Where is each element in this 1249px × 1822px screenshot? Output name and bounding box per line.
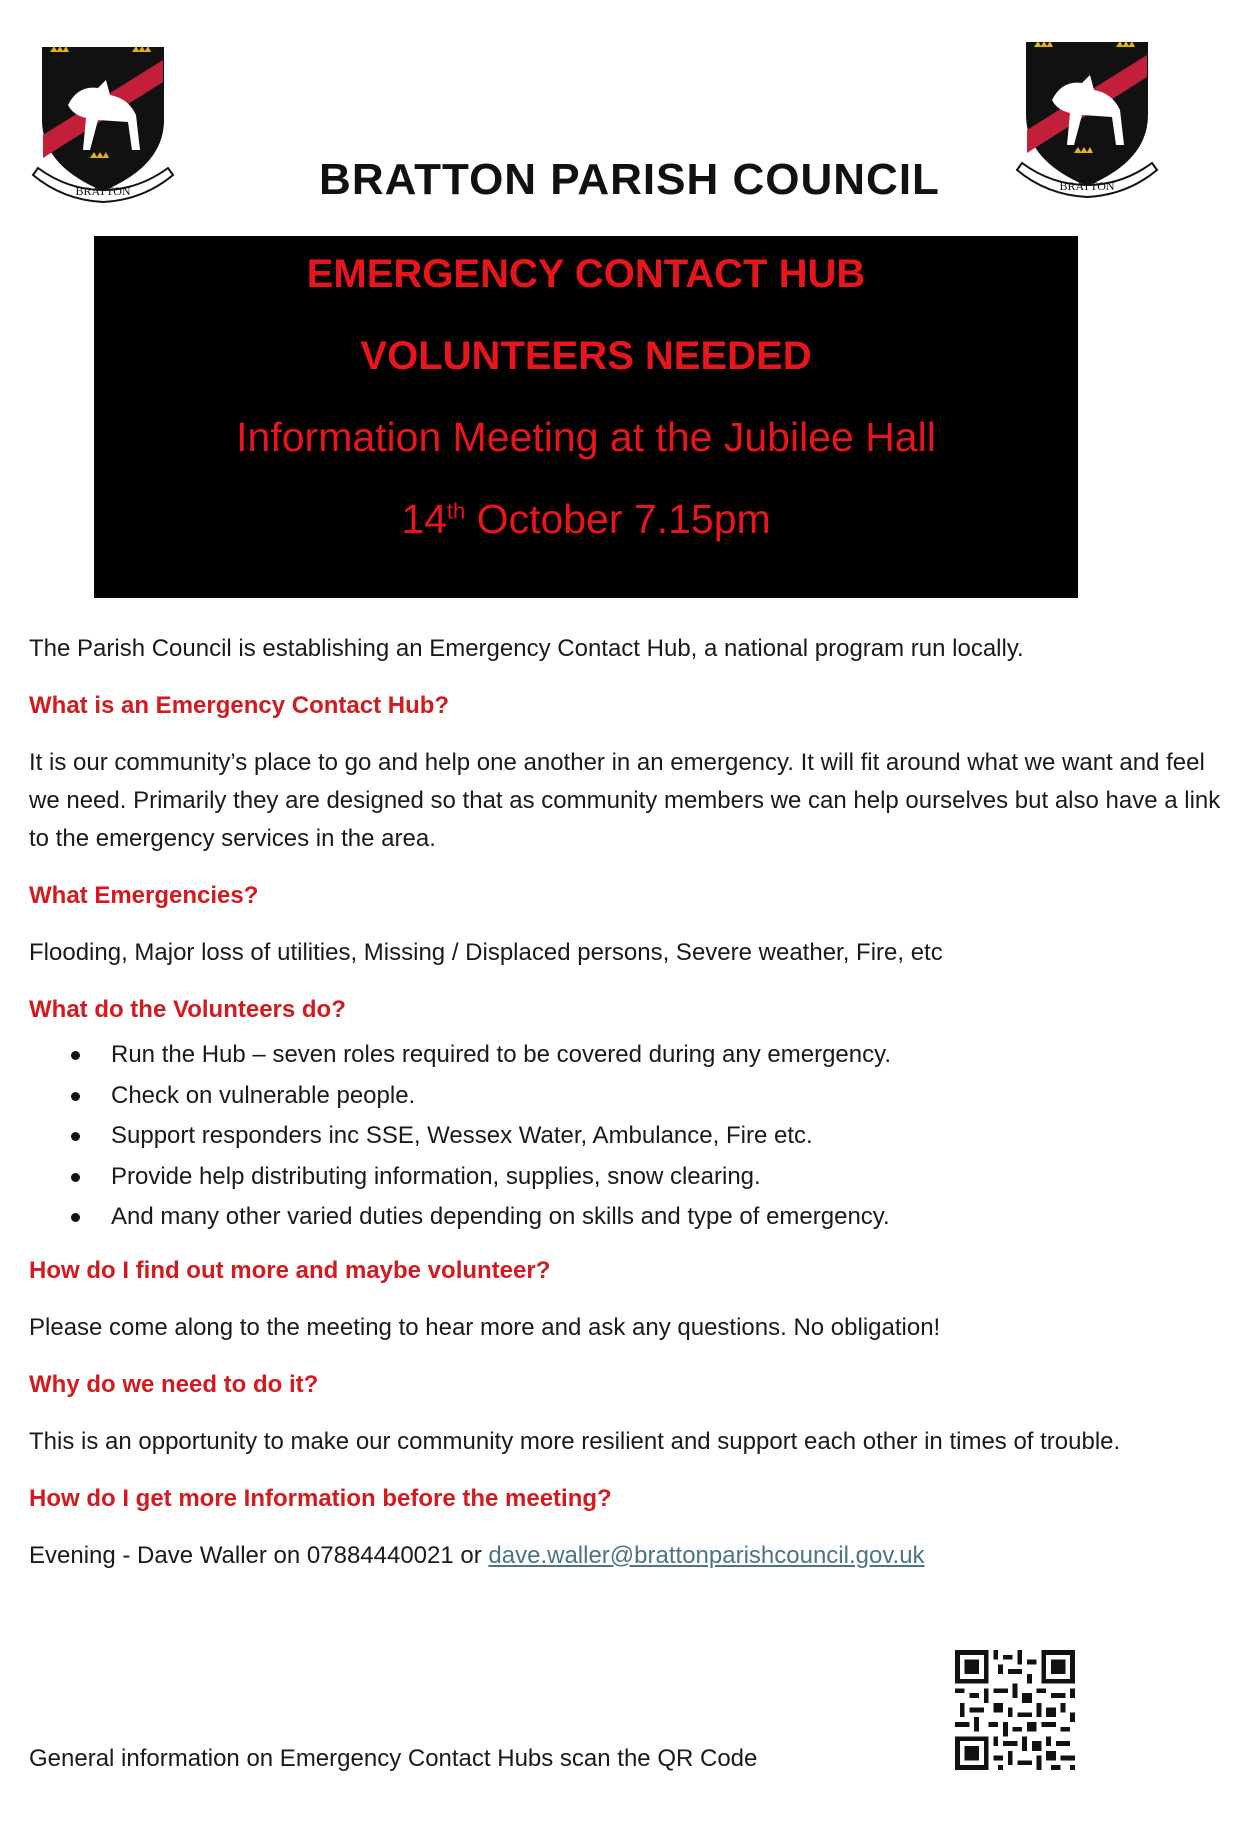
bullet-icon [71,1132,80,1141]
section-text-emergencies: Flooding, Major loss of utilities, Missing / Displaced persons, Severe weather, Fire, etc [29,939,943,966]
contact-line [29,1537,1229,1575]
page-title: BRATTON PARISH COUNCIL [319,155,940,204]
section-heading-emergencies: What Emergencies? [29,882,259,909]
section-text-why: This is an opportunity to make our community more resilient and support each other in times of trouble. [29,1427,1121,1455]
email-link[interactable]: dave.waller@brattonparishcouncil.gov.uk [488,1541,925,1569]
section-heading-why: Why do we need to do it? [29,1370,319,1398]
bullet-icon [71,1213,80,1222]
list-item: And many other varied duties depending on skills and type of emergency. [29,1197,1229,1238]
banner-line-date [94,496,1078,543]
section-heading-more-info: How do I get more Information before the meeting? [29,1484,612,1512]
section-heading-volunteers: What do the Volunteers do? [29,996,346,1023]
event-banner [94,236,1078,598]
volunteer-duties-list [29,1035,1229,1238]
section-heading-find-out: How do I find out more and maybe volunteer? [29,1256,551,1284]
crest-banner-text-left: BRATTON [75,184,131,198]
banner-line-hub: EMERGENCY CONTACT HUB [306,252,866,296]
footer-qr-note: General information on Emergency Contact Hubs scan the QR Code [29,1745,758,1772]
qr-code[interactable] [955,1650,1075,1770]
banner-line-volunteers: VOLUNTEERS NEEDED [360,334,812,378]
contact-prefix: Evening - Dave Waller on 07884440021 or [29,1541,489,1569]
date-rest: October 7.15pm [465,496,771,542]
date-suffix: th [446,498,466,524]
bullet-icon [71,1173,80,1182]
crest-banner-text-right: BRATTON [1059,179,1115,193]
date-day: 14 [401,496,447,542]
list-item: Check on vulnerable people. [29,1076,1229,1117]
body-content [29,630,1229,1575]
bullet-icon [71,1092,80,1101]
section-text-what-is: It is our community’s place to go and help one another in an emergency. It will fit around what we want and feel we need. Primarily they are designed so that as community members we can help ourselves but also have a link to the emergency services in the area. [29,749,1221,852]
bullet-icon [71,1051,80,1060]
list-item: Run the Hub – seven roles required to be covered during any emergency. [29,1035,1229,1076]
section-text-find-out: Please come along to the meeting to hear more and ask any questions. No obligation! [29,1313,941,1341]
list-item: Support responders inc SSE, Wessex Water, Ambulance, Fire etc. [29,1116,1229,1157]
banner-line-meeting: Information Meeting at the Jubilee Hall [236,414,936,460]
list-item: Provide help distributing information, supplies, snow clearing. [29,1157,1229,1198]
intro-paragraph: The Parish Council is establishing an Emergency Contact Hub, a national program run locally. [29,635,1024,662]
section-heading-what-is: What is an Emergency Contact Hub? [29,692,450,719]
